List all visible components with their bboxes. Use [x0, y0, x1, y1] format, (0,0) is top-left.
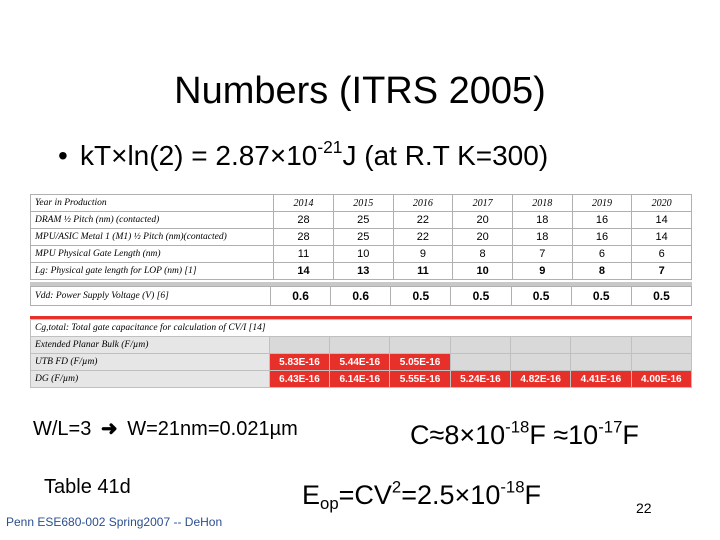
table-cell: 2015 — [333, 195, 393, 212]
table-cell — [571, 354, 631, 371]
energy-value: =2.5×10 — [401, 480, 501, 510]
table-cell — [511, 354, 571, 371]
table-cell: 4.82E-16 — [511, 371, 571, 388]
table-cell: 10 — [333, 246, 393, 263]
bullet-ktln2 — [58, 136, 549, 172]
row-label: MPU Physical Gate Length (nm) — [31, 246, 274, 263]
table-cell: 22 — [393, 229, 453, 246]
row-label: DRAM ½ Pitch (nm) (contacted) — [31, 212, 274, 229]
table-cell: 18 — [512, 229, 572, 246]
table-cell — [631, 337, 691, 354]
energy-square: 2 — [391, 477, 402, 497]
table-cell: 6 — [572, 246, 632, 263]
table-cell: 7 — [512, 246, 572, 263]
table-cell: 4.41E-16 — [571, 371, 631, 388]
cap-text-1: C≈8×10 — [410, 420, 506, 450]
table-cell — [631, 354, 691, 371]
row-label: UTB FD (F/µm) — [31, 354, 270, 371]
width-value: W=21nm=0.021µm — [127, 418, 298, 440]
table-cell: 25 — [333, 229, 393, 246]
table-cell: 10 — [453, 263, 513, 280]
slide-title: Numbers (ITRS 2005) — [174, 70, 546, 112]
table-row — [31, 263, 692, 280]
bullet-text-post: J (at R.T K=300) — [342, 140, 549, 171]
vdd-cell: 0.5 — [511, 287, 571, 306]
table-row — [31, 195, 692, 212]
table-cell: 6.43E-16 — [269, 371, 329, 388]
table-row — [31, 229, 692, 246]
table-cell: 28 — [274, 212, 334, 229]
table-reference: Table 41d — [44, 476, 131, 498]
vdd-cell: 0.5 — [631, 287, 691, 306]
table-cell: 22 — [393, 212, 453, 229]
vdd-cell: 0.5 — [451, 287, 511, 306]
table-row — [31, 212, 692, 229]
table-row — [31, 371, 692, 388]
table-cell: 14 — [632, 229, 692, 246]
bullet-text-pre: kT×ln(2) = 2.87×10 — [80, 140, 318, 171]
gate-capacitance-table — [30, 319, 692, 388]
table-cell — [330, 337, 390, 354]
energy-mid: =CV — [338, 480, 392, 510]
table-row — [31, 354, 692, 371]
row-label: Extended Planar Bulk (F/µm) — [31, 337, 270, 354]
table-cell: 18 — [512, 212, 572, 229]
table-cell: 2019 — [572, 195, 632, 212]
right-arrow-icon: ➜ — [100, 418, 118, 440]
table-cell: 5.05E-16 — [390, 354, 450, 371]
cap-header-row — [31, 320, 692, 337]
cap-text-3: F — [622, 420, 639, 450]
energy-exp: -18 — [500, 477, 525, 497]
row-label: Year in Production — [31, 195, 274, 212]
table-cell: 25 — [333, 212, 393, 229]
table-cell: 20 — [453, 212, 513, 229]
vdd-cell: 0.6 — [331, 287, 391, 306]
table-cell: 9 — [512, 263, 572, 280]
table-cell: 2017 — [453, 195, 513, 212]
table-cell: 2016 — [393, 195, 453, 212]
table-row — [31, 246, 692, 263]
table-cell: 2018 — [512, 195, 572, 212]
table-cell: 9 — [393, 246, 453, 263]
vdd-label: Vdd: Power Supply Voltage (V) [6] — [31, 287, 271, 306]
row-label: Lg: Physical gate length for LOP (nm) [1] — [31, 263, 274, 280]
energy-equation — [302, 477, 542, 514]
page-number: 22 — [636, 500, 652, 516]
table-cell: 6.14E-16 — [330, 371, 390, 388]
width-length-note — [33, 416, 298, 441]
itrs-table — [30, 186, 692, 401]
bullet-exponent: -21 — [317, 136, 343, 157]
table-cell: 14 — [632, 212, 692, 229]
table-cell — [571, 337, 631, 354]
itrs-dimension-table — [30, 194, 692, 280]
table-cell: 5.83E-16 — [269, 354, 329, 371]
table-cell: 16 — [572, 229, 632, 246]
table-cell: 2020 — [632, 195, 692, 212]
table-cell: 5.44E-16 — [330, 354, 390, 371]
table-cell — [390, 337, 450, 354]
table-cell: 13 — [333, 263, 393, 280]
table-cell: 2014 — [274, 195, 334, 212]
table-cell: 11 — [393, 263, 453, 280]
row-label: MPU/ASIC Metal 1 (M1) ½ Pitch (nm)(contacted) — [31, 229, 274, 246]
bullet-dot: • — [58, 140, 68, 171]
vdd-row — [31, 287, 692, 306]
table-cell — [450, 354, 510, 371]
table-cell: 14 — [274, 263, 334, 280]
table-cell: 7 — [632, 263, 692, 280]
table-cell: 4.00E-16 — [631, 371, 691, 388]
energy-unit: F — [524, 480, 542, 510]
row-label: DG (F/µm) — [31, 371, 270, 388]
table-cell: 20 — [453, 229, 513, 246]
table-cell — [450, 337, 510, 354]
energy-e: E — [302, 480, 321, 510]
table-cell: 8 — [453, 246, 513, 263]
table-cell: 8 — [572, 263, 632, 280]
table-cell: 11 — [274, 246, 334, 263]
table-cell: 5.55E-16 — [390, 371, 450, 388]
vdd-cell: 0.5 — [571, 287, 631, 306]
vdd-cell: 0.6 — [270, 287, 330, 306]
energy-sub: op — [320, 494, 339, 514]
table-cell: 6 — [632, 246, 692, 263]
cap-exp-1: -18 — [505, 417, 530, 437]
footer-course: Penn ESE680-002 Spring2007 -- DeHon — [6, 515, 223, 529]
wl-ratio: W/L=3 — [33, 418, 92, 440]
table-row — [31, 337, 692, 354]
table-cell — [269, 337, 329, 354]
cap-text-2: F ≈10 — [529, 420, 599, 450]
vdd-table — [30, 286, 692, 306]
cap-exp-2: -17 — [598, 417, 623, 437]
table-cell: 28 — [274, 229, 334, 246]
table-cell: 5.24E-16 — [450, 371, 510, 388]
table-cell: 16 — [572, 212, 632, 229]
table-cell — [511, 337, 571, 354]
capacitance-estimate — [410, 417, 639, 451]
vdd-cell: 0.5 — [391, 287, 451, 306]
cap-header-label: Cg,total: Total gate capacitance for calculation of CV/I [14] — [31, 320, 692, 337]
